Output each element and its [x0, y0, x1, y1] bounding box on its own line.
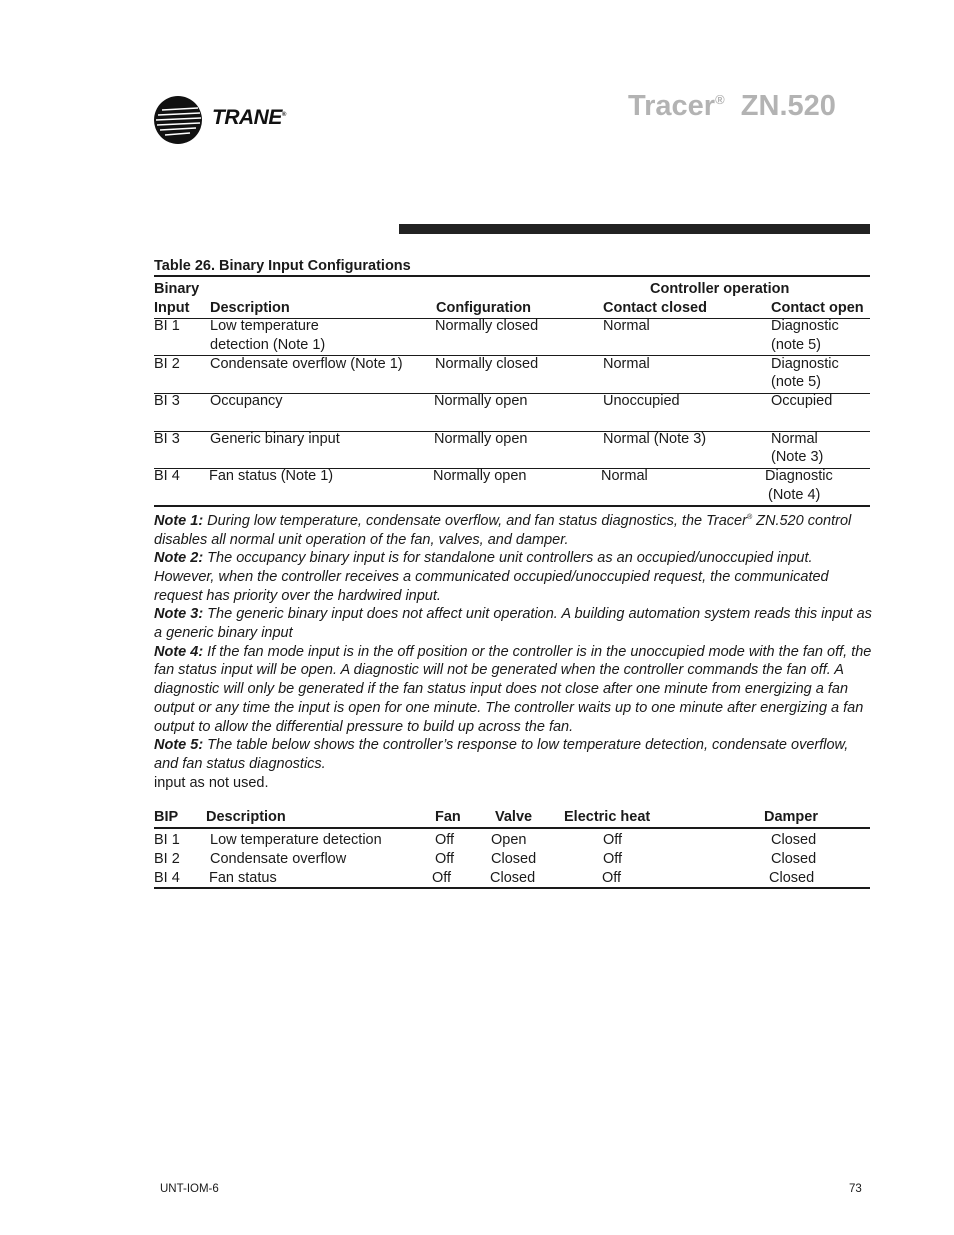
row1-contact-closed: Normal [603, 318, 650, 334]
note-label: Note 5: [154, 737, 204, 754]
row4-contact-closed: Normal (Note 3) [603, 431, 707, 447]
bip-header-valve: Valve [495, 809, 533, 825]
bip-row2-electric-heat: Off [603, 851, 623, 867]
note-3 [154, 605, 874, 642]
row2-description: Condensate overflow (Note 1) [210, 356, 403, 372]
note-label: Note 2: [154, 550, 204, 567]
bip-row1-valve: Open [491, 832, 527, 848]
row3-contact-closed: Unoccupied [603, 393, 680, 409]
registered-mark: ® [746, 514, 753, 521]
header-input: Input [154, 300, 190, 316]
trane-globe-icon [154, 96, 204, 146]
product-registered-mark: ® [715, 92, 725, 107]
bip-row2-bip: BI 2 [154, 851, 180, 867]
header-binary: Binary [154, 281, 200, 297]
bip-row1-description: Low temperature detection [210, 832, 382, 848]
bip-row3-electric-heat: Off [602, 870, 622, 886]
note-1 [154, 509, 874, 549]
row1-description-line1: Low temperature [210, 318, 319, 334]
note-5 [154, 736, 874, 773]
note-label: Note 4: [154, 643, 204, 660]
header-controller-operation: Controller operation [650, 281, 790, 297]
row5-description: Fan status (Note 1) [209, 468, 334, 484]
note-text: The occupancy binary input is for standalone unit controllers as an occupied/unoccupied input. However, when the controller receives a communicated occupied/unoccupied request, the communicated request has priority over the hardwired input. [154, 550, 829, 604]
note-4 [154, 643, 874, 737]
row4-input: BI 3 [154, 431, 180, 447]
bip-row1-bip: BI 1 [154, 832, 180, 848]
note-label: Note 3: [154, 606, 204, 623]
row4-configuration: Normally open [434, 431, 528, 447]
bip-header-fan: Fan [435, 809, 461, 825]
row1-contact-open-line1: Diagnostic [771, 318, 839, 334]
row3-configuration: Normally open [434, 393, 528, 409]
note-text: ZN.520 control disables all normal unit operation of the fan, valves, and damper. [154, 512, 852, 548]
bip-header-bip: BIP [154, 809, 179, 825]
row5-input: BI 4 [154, 468, 180, 484]
bip-row1-electric-heat: Off [603, 832, 623, 848]
bip-row3-bip: BI 4 [154, 870, 180, 886]
notes-block [154, 509, 874, 792]
row5-contact-open-line2: (Note 4) [768, 487, 821, 503]
row1-description-line2: detection (Note 1) [210, 337, 326, 353]
product-name: Tracer [628, 90, 716, 122]
bip-row2-description: Condensate overflow [210, 851, 347, 867]
bip-row2-damper: Closed [771, 851, 817, 867]
footer-page-number: 73 [849, 1183, 862, 1195]
bip-row1-damper: Closed [771, 832, 817, 848]
note-text: If the fan mode input is in the off position or the controller is in the unoccupied mode with the fan off, the fan status input will be open. A diagnostic will not be generated when the controller commands the fan off. A diagnostic will only be generated if the fan status input does not close after one minute from energizing a fan output or any time the input is open for one minute. The controller waits up to one minute after energizing a fan output to allow the differential pressure to build up across the fan. [154, 643, 872, 735]
note-text: The generic binary input does not affect unit operation. A building automation system reads this input as a generic binary input [154, 606, 872, 642]
logo-wordmark: TRANE [212, 106, 282, 129]
logo-registered-mark: ® [281, 112, 286, 118]
bip-row1-fan: Off [435, 832, 455, 848]
header-rule [399, 224, 870, 234]
bip-row2-fan: Off [435, 851, 455, 867]
product-title [628, 90, 836, 123]
row4-description: Generic binary input [210, 431, 340, 447]
note-text: During low temperature, condensate overflow, and fan status diagnostics, the Tracer [203, 512, 747, 529]
row1-input: BI 1 [154, 318, 180, 334]
header-description: Description [210, 300, 290, 316]
row4-contact-open-line2: (Note 3) [771, 449, 824, 465]
header-contact-open: Contact open [771, 300, 864, 316]
note-text: The table below shows the controller’s response to low temperature detection, condensate overflow, and fan status diagnostics. [154, 737, 849, 772]
row2-input: BI 2 [154, 356, 180, 372]
bip-header-damper: Damper [764, 809, 818, 825]
bip-header-description: Description [206, 809, 286, 825]
row2-contact-open-line2: (note 5) [771, 374, 821, 390]
bip-row3-description: Fan status [209, 870, 277, 886]
table-bottom-rule [154, 505, 870, 507]
note-2 [154, 549, 874, 605]
table-top-rule [154, 275, 870, 277]
row5-configuration: Normally open [433, 468, 527, 484]
row3-description: Occupancy [210, 393, 283, 409]
product-model: ZN.520 [740, 90, 836, 122]
row5-contact-open-line1: Diagnostic [765, 468, 833, 484]
notes-trailing-text: input as not used. [154, 774, 269, 791]
bip-header-electric-heat: Electric heat [564, 809, 651, 825]
row2-configuration: Normally closed [435, 356, 539, 372]
header-contact-closed: Contact closed [603, 300, 707, 316]
row3-contact-open: Occupied [771, 393, 833, 409]
row1-configuration: Normally closed [435, 318, 539, 334]
header-configuration: Configuration [436, 300, 532, 316]
footer-doc-id: UNT-IOM-6 [160, 1183, 219, 1195]
row4-contact-open-line1: Normal [771, 431, 818, 447]
bip-row3-fan: Off [432, 870, 452, 886]
bip-bottom-rule [154, 887, 870, 889]
bip-row2-valve: Closed [491, 851, 537, 867]
table-caption: Table 26. Binary Input Configurations [154, 258, 411, 274]
row2-contact-closed: Normal [603, 356, 650, 372]
bip-header-rule [154, 827, 870, 829]
row2-contact-open-line1: Diagnostic [771, 356, 839, 372]
row1-contact-open-line2: (note 5) [771, 337, 821, 353]
row5-contact-closed: Normal [601, 468, 648, 484]
bip-row3-valve: Closed [490, 870, 536, 886]
trane-logo [154, 96, 304, 146]
bip-row3-damper: Closed [769, 870, 815, 886]
note-label: Note 1: [154, 512, 204, 529]
row3-input: BI 3 [154, 393, 180, 409]
